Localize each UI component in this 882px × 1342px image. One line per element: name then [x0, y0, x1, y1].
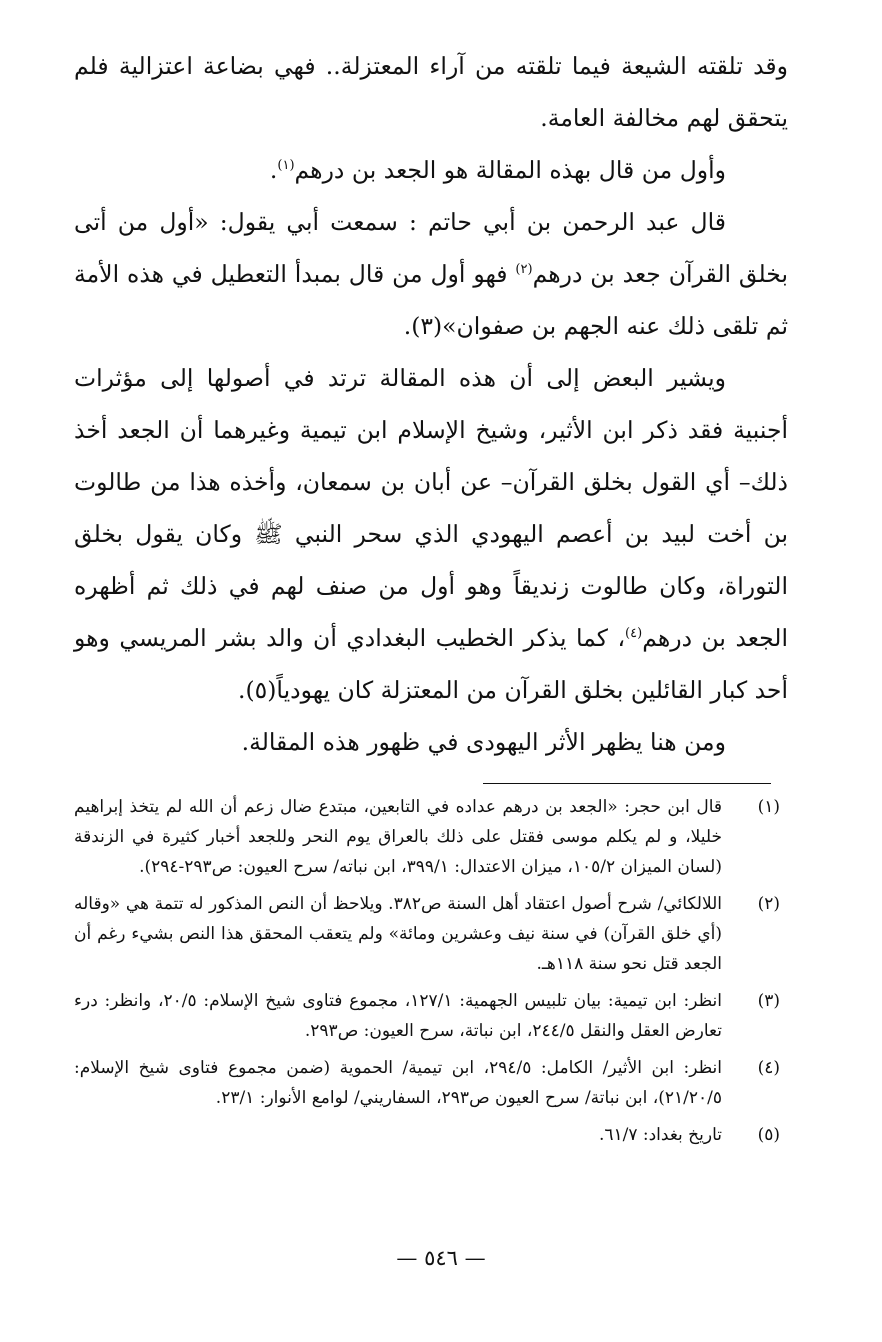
footnote-5	[74, 1120, 788, 1150]
footnote-number: (٤)	[757, 1058, 780, 1078]
footnote-number: (٢)	[757, 894, 780, 914]
footnote-ref-2[interactable]: (٢)	[515, 262, 533, 278]
footnote-1	[74, 792, 788, 882]
footnote-divider	[483, 783, 771, 784]
footnote-number: (٣)	[757, 991, 780, 1011]
paragraph-text: وأول من قال بهذه المقالة هو الجعد بن درهم	[294, 156, 726, 184]
footnote-text: انظر: ابن الأثير/ الكامل: ٢٩٤/٥، ابن تيمية/ الحموية (ضمن مجموع فتاوى شيخ الإسلام: ٢١/٢٠/٥)، ابن نباتة/ سرح العيون ص٢٩٣، السفاريني/ لوامع الأنوار: ٢٣/١.	[74, 1058, 722, 1108]
paragraph-text: ومن هنا يظهر الأثر اليهودى في ظهور هذه المقالة.	[241, 728, 726, 756]
page-number: — ٥٤٦ —	[396, 1246, 486, 1270]
paragraph-text: قال عبد الرحمن بن أبي حاتم : سمعت أبي يقول: «أول من أتى بخلق القرآن جعد بن درهم	[74, 208, 788, 288]
footnote-2	[74, 889, 788, 979]
footnote-number: (٥)	[757, 1125, 780, 1145]
footnote-3	[74, 986, 788, 1046]
paragraph-tail: .	[269, 156, 278, 184]
paragraph-2	[74, 144, 788, 196]
footnote-ref-4[interactable]: (٤)	[625, 626, 643, 642]
footnote-text: اللالكائي/ شرح أصول اعتقاد أهل السنة ص٣٨٢. ويلاحظ أن النص المذكور له تتمة هي «وقاله (أي خلق القرآن) في سنة نيف وعشرين ومائة» ولم يتعقب المحقق هذا النص بشيء رغم أن الجعد قتل نحو سنة ١١٨هـ.	[74, 894, 722, 974]
footnote-number: (١)	[757, 797, 780, 817]
paragraph-tail: ، كما يذكر الخطيب البغدادي أن والد بشر المريسي وهو أحد كبار القائلين بخلق القرآن من المعتزلة كان يهودياً(٥).	[74, 624, 788, 704]
paragraph-text: ويشير البعض إلى أن هذه المقالة ترتد في أصولها إلى مؤثرات أجنبية فقد ذكر ابن الأثير، وشيخ الإسلام ابن تيمية وغيرهما أن الجعد أخذ ذلك– أي القول بخلق القرآن– عن أبان بن سمعان، وأخذه هذا من طالوت بن أخت لبيد بن أعصم اليهودي الذي سحر النبي ﷺ وكان يقول بخلق التوراة، وكان طالوت زنديقاً وهو أول من صنف لهم في ذلك ثم أظهره الجعد بن درهم	[74, 364, 788, 652]
paragraph-5	[74, 716, 788, 768]
footnote-text: انظر: ابن تيمية: بيان تلبيس الجهمية: ١٢٧/١، مجموع فتاوى شيخ الإسلام: ٢٠/٥، وانظر: درء تعارض العقل والنقل ٢٤٤/٥، ابن نباتة، سرح العيون: ص٢٩٣.	[74, 991, 722, 1041]
paragraph-tail: فهو أول من قال بمبدأ التعطيل في هذه الأمة ثم تلقى ذلك عنه الجهم بن صفوان»(٣).	[74, 260, 788, 340]
footnotes	[74, 792, 788, 1157]
main-text	[74, 40, 788, 768]
footnote-text: قال ابن حجر: «الجعد بن درهم عداده في التابعين، مبتدع ضال زعم أن الله لم يتخذ إبراهيم خليلا، و لم يكلم موسى فقتل على ذلك بالعراق يوم النحر وللجعد أخبار كثيرة في الزندقة (لسان الميزان ١٠٥/٢، ميزان الاعتدال: ٣٩٩/١، ابن نباته/ سرح العيون: ص٢٩٣-٢٩٤).	[74, 797, 722, 877]
paragraph-text: وقد تلقته الشيعة فيما تلقته من آراء المعتزلة.. فهي بضاعة اعتزالية فلم يتحقق لهم مخالفة العامة.	[74, 52, 788, 132]
footnote-text: تاريخ بغداد: ٦١/٧.	[598, 1125, 722, 1145]
footnote-ref-1[interactable]: (١)	[277, 158, 295, 174]
paragraph-4	[74, 352, 788, 716]
paragraph-1	[74, 40, 788, 144]
footnote-4	[74, 1053, 788, 1113]
paragraph-3	[74, 196, 788, 352]
